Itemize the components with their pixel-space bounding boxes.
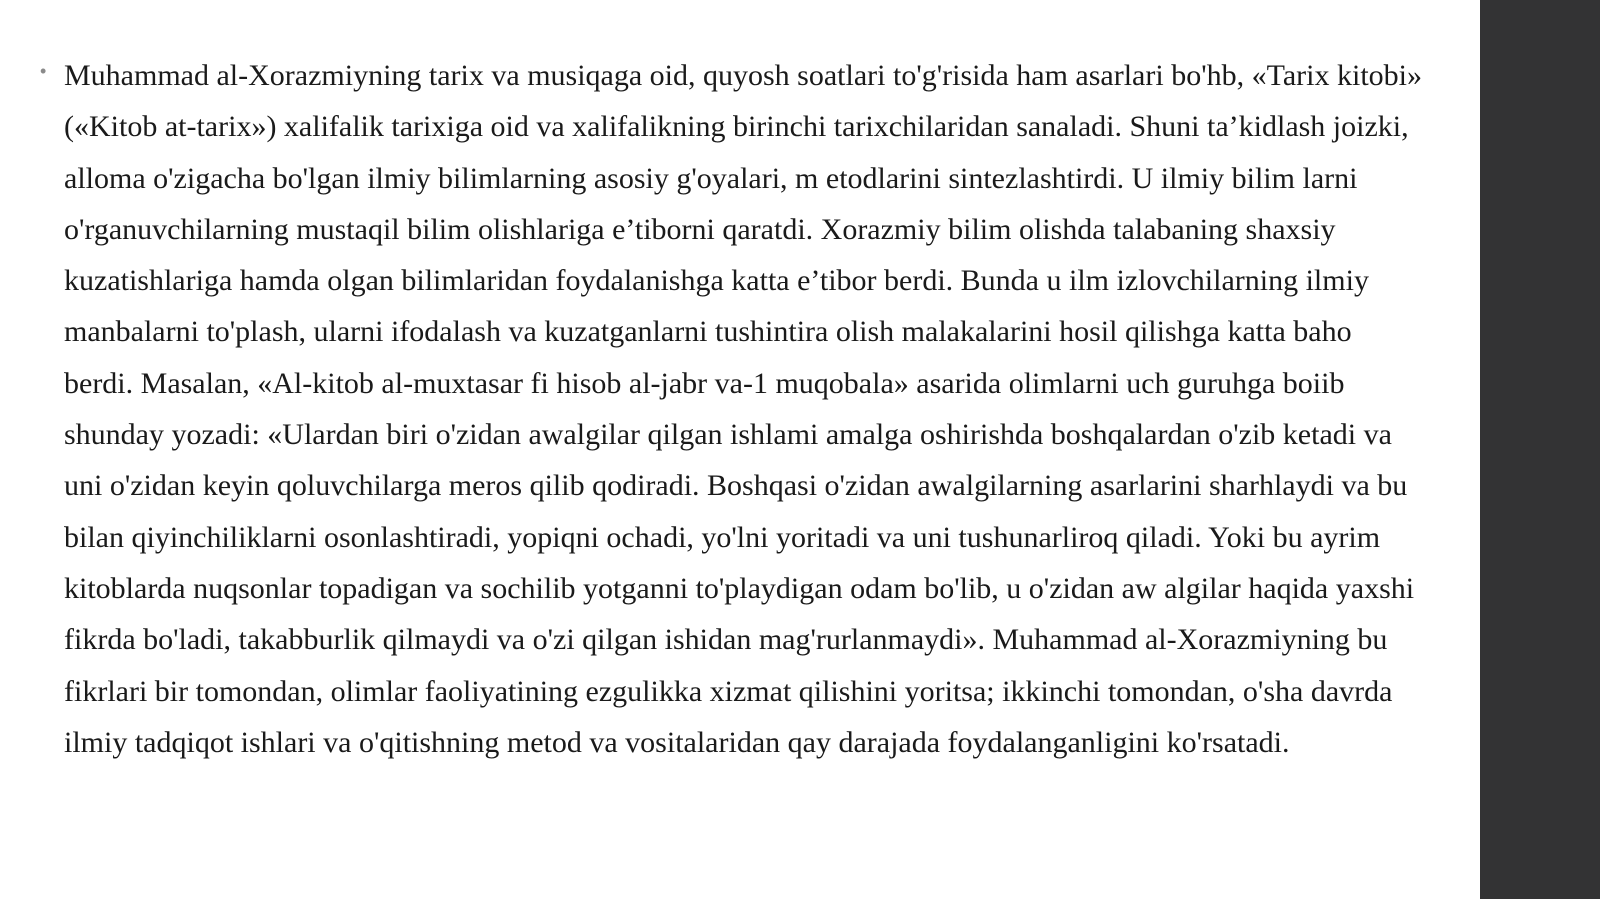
slide-content (38, 50, 1426, 768)
body-paragraph: Muhammad al-Xorazmiyning tarix va musiqaga oid, quyosh soatlari to'g'risida ham asarlari bo'hb, «Tarix kitobi» («Kitob at-tarix») xalifalik tarixiga oid va xalifalikning birinchi tarixchilaridan sanaladi. Shuni ta’kidlash joizki, alloma o'zigacha bo'lgan ilmiy bilimlarning asosiy g'oyalari, m etodlarini sintezlashtirdi. U ilmiy bilim larni o'rganuvchilarning mustaqil bilim olishlariga e’tiborni qaratdi. Xorazmiy bilim olishda talabaning shaxsiy kuzatishlariga hamda olgan bilimlaridan foydalanishga katta e’tibor berdi. Bunda u ilm izlovchilarning ilmiy manbalarni to'plash, ularni ifodalash va kuzatganlarni tushintira olish malakalarini hosil qilishga katta baho berdi. Masalan, «Al-kitob al-muxtasar fi hisob al-jabr va-1 muqobala» asarida olimlarni uch guruhga boiib shunday yozadi: «Ulardan biri o'zidan awalgilar qilgan ishlami amalga oshirishda boshqalardan o'zib ketadi va uni o'zidan keyin qoluvchilarga meros qilib qodiradi. Boshqasi o'zidan awalgilarning asarlarini sharhlaydi va bu bilan qiyinchiliklarni osonlashtiradi, yopiqni ochadi, yo'lni yoritadi va uni tushunarliroq qiladi. Yoki bu ayrim kitoblarda nuqsonlar topadigan va sochilib yotganni to'playdigan odam bo'lib, u o'zidan aw algilar haqida yaxshi fikrda bo'ladi, takabburlik qilmaydi va o'zi qilgan ishidan mag'rurlanmaydi». Muhammad al-Xorazmiyning bu fikrlari bir tomondan, olimlar faoliyatining ezgulikka xizmat qilishini yoritsa; ikkinchi tomondan, o'sha davrda ilmiy tadqiqot ishlari va o'qitishning metod va vositalaridan qay darajada foydalanganligini ko'rsatadi. (64, 59, 1422, 759)
right-decorative-bar (1480, 0, 1600, 899)
bullet-list-item (38, 50, 1426, 768)
bullet-icon: • (40, 61, 47, 81)
